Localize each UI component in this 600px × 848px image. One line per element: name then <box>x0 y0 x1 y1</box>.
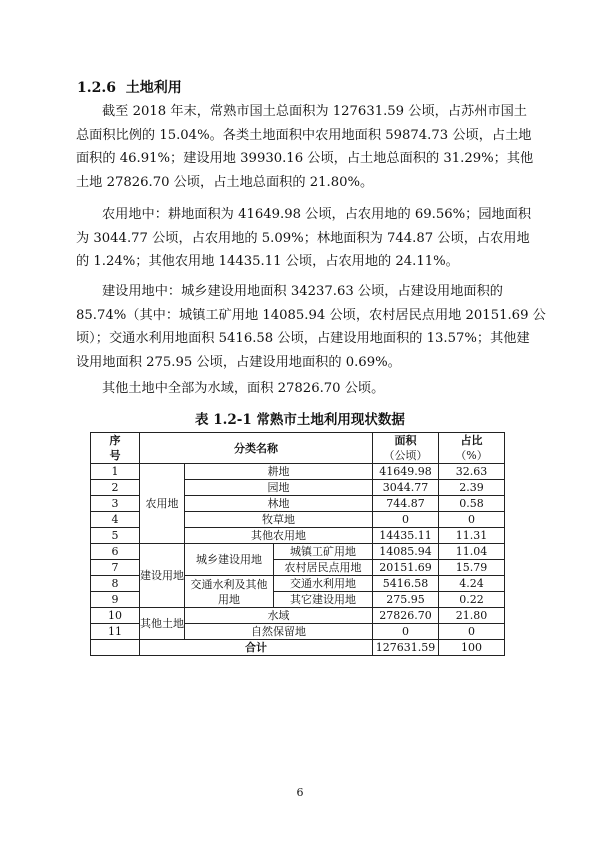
text-line: 其他土地中全部为水域，面积 27826.70 公顷。 <box>102 381 385 396</box>
header-ratio: 占比 （%） <box>439 433 505 464</box>
cell-name: 农村居民点用地 <box>274 560 373 576</box>
paragraph-land-overview <box>76 100 534 194</box>
cell-area: 744.87 <box>373 496 439 512</box>
cell-seq: 6 <box>91 544 140 560</box>
text-line: 顷）；交通水利用地面积 5416.58 公顷，占建设用地面积的 13.57%；其他建 <box>76 331 530 346</box>
text-line: 面积的 46.91%；建设用地 39930.16 公顷，占土地总面积的 31.29%；其他 <box>76 151 534 166</box>
cell-name: 耕地 <box>185 464 373 480</box>
text-line: 为 3044.77 公顷，占农用地的 5.09%；林地面积为 744.87 公顷，占农用地 <box>76 230 530 246</box>
cell-ratio: 0 <box>439 512 505 528</box>
total-area: 127631.59 <box>373 640 439 656</box>
cell-name: 交通水利用地 <box>274 576 373 592</box>
cell-area: 41649.98 <box>373 464 439 480</box>
cell-ratio: 0.58 <box>439 496 505 512</box>
cell-name: 园地 <box>185 480 373 496</box>
paragraph-construction-land <box>76 280 546 374</box>
table-row <box>91 544 505 560</box>
cell-seq: 10 <box>91 608 140 624</box>
cell-area: 5416.58 <box>373 576 439 592</box>
cell-seq: 11 <box>91 624 140 640</box>
header-seq: 序 号 <box>91 433 140 464</box>
page-number: 6 <box>296 786 304 799</box>
cell-seq: 2 <box>91 480 140 496</box>
cell-ratio: 4.24 <box>439 576 505 592</box>
cell-seq: 5 <box>91 528 140 544</box>
cell-seq: 9 <box>91 592 140 608</box>
table-row <box>91 608 505 624</box>
group-agricultural: 农用地 <box>140 464 185 544</box>
cell-seq: 1 <box>91 464 140 480</box>
total-label: 合计 <box>140 640 373 656</box>
cell-area: 275.95 <box>373 592 439 608</box>
section-heading <box>77 77 182 97</box>
group-other: 其他土地 <box>140 608 185 640</box>
subgroup-transport-water: 交通水利及其他用地 <box>185 576 274 608</box>
table-caption: 表 1.2-1 常熟市土地利用现状数据 <box>195 412 405 428</box>
cell-area: 20151.69 <box>373 560 439 576</box>
table-header-row <box>91 433 505 464</box>
cell-seq: 3 <box>91 496 140 512</box>
cell-area: 14085.94 <box>373 544 439 560</box>
cell-name: 自然保留地 <box>185 624 373 640</box>
cell-ratio: 15.79 <box>439 560 505 576</box>
cell-seq-empty <box>91 640 140 656</box>
table-total-row <box>91 640 505 656</box>
cell-ratio: 32.63 <box>439 464 505 480</box>
cell-area: 0 <box>373 512 439 528</box>
cell-ratio: 11.31 <box>439 528 505 544</box>
cell-area: 3044.77 <box>373 480 439 496</box>
text-line: 设用地面积 275.95 公顷，占建设用地面积的 0.69%。 <box>76 354 401 370</box>
cell-ratio: 0.22 <box>439 592 505 608</box>
total-ratio: 100 <box>439 640 505 656</box>
cell-ratio: 0 <box>439 624 505 640</box>
text-line: 截至 2018 年末，常熟市国土总面积为 127631.59 公顷，占苏州市国土 <box>102 104 527 119</box>
header-category: 分类名称 <box>140 433 373 464</box>
land-use-table <box>90 432 505 656</box>
paragraph-other-land <box>76 377 530 401</box>
subgroup-urban-rural: 城乡建设用地 <box>185 544 274 576</box>
cell-ratio: 11.04 <box>439 544 505 560</box>
cell-name: 水域 <box>185 608 373 624</box>
cell-seq: 8 <box>91 576 140 592</box>
section-title: 土地利用 <box>125 80 182 96</box>
cell-name: 其他农用地 <box>185 528 373 544</box>
paragraph-agricultural-land <box>76 203 530 274</box>
text-line: 的 1.24%；其他农用地 14435.11 公顷，占农用地的 24.11%。 <box>76 254 459 269</box>
cell-name: 城镇工矿用地 <box>274 544 373 560</box>
cell-area: 27826.70 <box>373 608 439 624</box>
cell-ratio: 2.39 <box>439 480 505 496</box>
table-row <box>91 464 505 480</box>
text-line: 建设用地中：城乡建设用地面积 34237.63 公顷，占建设用地面积的 <box>102 284 503 299</box>
cell-seq: 4 <box>91 512 140 528</box>
cell-name: 林地 <box>185 496 373 512</box>
text-line: 农用地中：耕地面积为 41649.98 公顷，占农用地的 69.56%；园地面积 <box>102 207 532 222</box>
cell-seq: 7 <box>91 560 140 576</box>
header-area: 面积 （公顷） <box>373 433 439 464</box>
cell-name: 牧草地 <box>185 512 373 528</box>
group-construction: 建设用地 <box>140 544 185 608</box>
cell-ratio: 21.80 <box>439 608 505 624</box>
text-line: 总面积比例的 15.04%。各类土地面积中农用地面积 59874.73 公顷，占土地 <box>76 127 532 143</box>
cell-area: 0 <box>373 624 439 640</box>
text-line: 土地 27826.70 公顷，占土地总面积的 21.80%。 <box>76 174 374 190</box>
section-number: 1.2.6 <box>77 80 116 96</box>
text-line: 85.74%（其中：城镇工矿用地 14085.94 公顷，农村居民点用地 20151.69 公 <box>76 307 546 323</box>
cell-area: 14435.11 <box>373 528 439 544</box>
cell-name: 其它建设用地 <box>274 592 373 608</box>
